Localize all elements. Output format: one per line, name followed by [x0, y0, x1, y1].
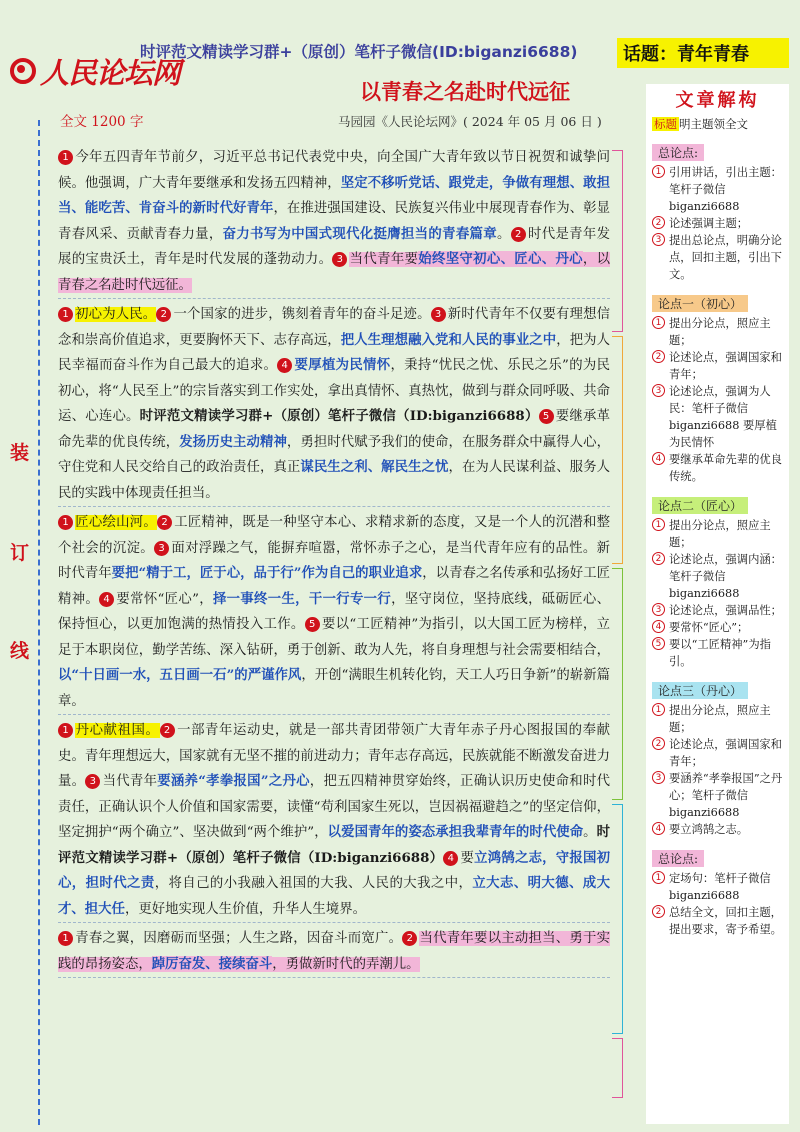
sidebar-section-heading: 论点一（初心） [652, 295, 748, 312]
text: 要 [460, 850, 475, 866]
key-phrase: 要涵养“孝拳报国”之丹心 [157, 773, 310, 789]
article-title: 以青春之名赴时代远征 [360, 80, 570, 104]
point-number: 5 [305, 617, 320, 632]
sub-heading: 匠心绘山河。 [75, 515, 157, 530]
paragraph-point-1 [58, 302, 610, 507]
paragraph-intro [58, 145, 610, 299]
sidebar-item [652, 232, 785, 283]
item-number: 1 [652, 165, 665, 178]
sidebar-section [652, 680, 785, 838]
topic-badge: 话题：青年青春 [617, 38, 789, 68]
paragraph-point-3 [58, 718, 610, 923]
sidebar-item [652, 904, 785, 938]
sidebar-item-text: 论述论点，强调内涵：笔杆子微信 biganzi6688 [669, 553, 782, 600]
section-bracket [612, 804, 623, 1034]
structure-sidebar [646, 84, 789, 1124]
sidebar-item [652, 215, 785, 232]
text: ，勇做新时代的弄潮儿。 [272, 956, 420, 972]
byline: 马园园《人民论坛网》( 2024 年 05 月 06 日 ) [338, 114, 602, 129]
key-phrase: 以“十日画一水，五日画一石”的严谨作风 [58, 667, 302, 683]
item-number: 2 [652, 350, 665, 363]
paragraph-conclusion [58, 926, 610, 978]
sidebar-item-text: 引用讲话，引出主题：笔杆子微信 biganzi6688 [669, 166, 782, 213]
article-body [58, 145, 610, 981]
text: 工匠精神，既是一种坚守本心、求精求新的态度，又是一个人的沉潜和整个社会的沉淀。 [58, 515, 611, 556]
text: 要以“工匠精神”为指引，以大国工匠为榜样，立足于本职岗位，勤学苦练、深入钻研，勇于创新、敢为人先，将自身理想与社会需要相结合， [58, 617, 610, 658]
text: 一个国家的进步，镌刻着青年的奋斗足迹。 [173, 307, 431, 322]
point-number: 2 [156, 307, 171, 322]
point-number: 4 [443, 851, 458, 866]
item-number: 4 [652, 452, 665, 465]
text: ，把为人民幸福而奋斗作为自己最大的追求。 [58, 332, 611, 373]
sidebar-section-heading: 论点二（匠心） [652, 497, 748, 514]
sidebar-section [652, 848, 785, 938]
section-bracket [612, 336, 623, 564]
sidebar-item [652, 164, 785, 215]
point-number: 1 [58, 931, 73, 946]
section-bracket [612, 150, 623, 332]
point-number: 4 [99, 592, 114, 607]
section-bracket [612, 1038, 623, 1098]
logo-mark-icon [10, 58, 36, 84]
text: ，更好地实现人生价值，升华人生境界。 [124, 901, 366, 917]
logo-text: 人民论坛网 [40, 55, 181, 90]
sidebar-section-heading: 总论点: [652, 850, 704, 867]
item-number: 1 [652, 518, 665, 531]
point-number: 2 [511, 227, 526, 242]
key-phrase: 奋力书写为中国式现代化挺膺担当的青春篇章 [222, 225, 497, 242]
sidebar-item [652, 619, 785, 636]
sidebar-item-text: 提出分论点，照应主题； [669, 704, 771, 734]
title-tag: 标题 [654, 117, 677, 131]
item-number: 2 [652, 905, 665, 918]
item-number: 1 [652, 703, 665, 716]
item-number: 1 [652, 871, 665, 884]
text: 当代青年要 [349, 252, 419, 267]
text: ，以青春之名传承和弘扬好工匠精神。 [58, 566, 611, 607]
section-bracket [612, 568, 623, 800]
point-number: 1 [58, 150, 73, 165]
sidebar-section-heading: 论点三（丹心） [652, 682, 748, 699]
sidebar-section [652, 293, 785, 485]
item-number: 3 [652, 603, 665, 616]
text: ，以青春之名赴时代远征。 [58, 252, 611, 293]
sidebar-item-text: 论述论点，强调国家和青年； [669, 351, 782, 381]
text: 青春之翼，因磨砺而坚强；人生之路，因奋斗而宽广。 [75, 931, 403, 946]
key-phrase: 立大志、明大德、成大才、担大任 [58, 875, 611, 917]
sidebar-item [652, 702, 785, 736]
sidebar-item-text: 定场句：笔杆子微信 biganzi6688 [669, 872, 771, 902]
item-number: 5 [652, 637, 665, 650]
title-tag-text: 明主题领全文 [679, 117, 748, 131]
sidebar-item-text: 要常怀“匠心”； [669, 621, 749, 634]
paragraph-point-2 [58, 510, 610, 715]
group-line: 时评范文精读学习群+（原创）笔杆子微信(ID:biganzi6688) [140, 43, 578, 61]
key-phrase: 谋民生之利、解民生之忧 [300, 459, 449, 475]
key-phrase: 始终坚守初心、匠心、丹心 [418, 251, 583, 267]
key-phrase: 发扬历史主动精神 [179, 433, 287, 450]
point-number: 4 [277, 358, 292, 373]
text: ，在推进强国建设、民族复兴伟业中展现青春作为、彰显青春风采、贡献青春力量， [58, 201, 611, 242]
text: ，把五四精神贯穿始终，正确认识历史使命和时代责任，正确认识个人价值和国家需要，读懂“苟利国家生死以，岂因祸福避趋之”的坚定信仰，坚定拥护“两个确立”、坚决做到“两个维护”， [58, 774, 611, 840]
text: 今年五四青年节前夕，习近平总书记代表党中央，向全国广大青年致以节日祝贺和诚挚问候。他强调，广大青年要继承和发扬五四精神， [58, 150, 610, 191]
point-number: 2 [157, 515, 172, 530]
sidebar-item-text: 总结全文，回扣主题，提出要求，寄予希望。 [669, 906, 782, 936]
text: 新时代青年不仅要有理想信念和崇高价值追求，更要胸怀天下、志存高远， [58, 307, 611, 348]
key-phrase: 要厚植为民情怀 [294, 357, 391, 373]
text: 当代青年要以主动担当、勇于实践的昂扬姿态， [58, 931, 611, 972]
text: ，勇担时代赋予我们的使命，在服务群众中赢得人心，守住党和人民交给自己的政治责任，真正 [58, 434, 611, 475]
key-phrase: 立鸿鹄之志，守报国初心，担时代之责 [58, 849, 611, 891]
point-number: 3 [431, 307, 446, 322]
word-count: 全文 1200 字 [60, 114, 144, 130]
sidebar-item [652, 517, 785, 551]
sidebar-title: 文章解构 [675, 90, 760, 111]
sidebar-item-text: 提出总论点，明确分论点，回扣主题，引出下文。 [669, 234, 782, 281]
point-number: 1 [58, 515, 73, 530]
sidebar-item-text: 论述论点，强调为人民：笔杆子微信 biganzi6688 要厚植为民情怀 [669, 385, 777, 449]
text: 面对浮躁之气，能摒弃喧嚣，常怀赤子之心，是当代青年应有的品性。新时代青年 [58, 540, 611, 581]
text: 要常怀“匠心”， [116, 591, 213, 607]
sidebar-item [652, 315, 785, 349]
text: 一部青年运动史，就是一部共青团带领广大青年赤子丹心图报国的奉献史。青年理想远大，国家就有无坚不摧的前进动力；青年志存高远，民族就能不断激发奋进力量。 [58, 723, 611, 789]
key-phrase: 以爱国青年的姿态承担我辈青年的时代使命 [327, 824, 584, 840]
point-number: 5 [539, 409, 554, 424]
binding-dashed-line [38, 120, 40, 1125]
sidebar-item-text: 要涵养“孝拳报国”之丹心；笔杆子微信 biganzi6688 [669, 772, 783, 819]
binding-char: 装 [10, 442, 30, 464]
point-number: 2 [160, 723, 175, 738]
sidebar-item-text: 提出分论点，照应主题； [669, 317, 771, 347]
key-phrase: 择一事终一生，干一行专一行 [212, 590, 392, 607]
text: ，坚守岗位，坚持底线，砥砺匠心、保持恒心，以更加饱满的热情投入工作。 [58, 591, 610, 632]
text: 要继承革命先辈的优良传统， [58, 409, 611, 450]
point-number: 2 [402, 931, 417, 946]
sidebar-item [652, 870, 785, 904]
point-number: 3 [332, 252, 347, 267]
sidebar-item [652, 551, 785, 602]
text: 。 [496, 226, 511, 242]
sidebar-item [652, 602, 785, 619]
sidebar-item [652, 636, 785, 670]
sidebar-item [652, 770, 785, 821]
sidebar-item-text: 要立鸿鹄之志。 [669, 823, 749, 836]
item-number: 1 [652, 316, 665, 329]
sidebar-item-text: 要以“工匠精神”为指引。 [669, 638, 771, 668]
sidebar-title-note [652, 116, 783, 132]
text: ，开创“满眼生机转化钧，天工人巧日争新”的崭新篇章。 [58, 668, 610, 709]
sidebar-item [652, 736, 785, 770]
sidebar-item-text: 论述强调主题； [669, 217, 749, 230]
item-number: 2 [652, 737, 665, 750]
item-number: 3 [652, 233, 665, 246]
key-phrase: 坚定不移听党话、跟党走，争做有理想、敢担当、能吃苦、肯奋斗的新时代好青年 [58, 174, 611, 216]
text: ，在为人民谋利益、服务人民的实践中体现责任担当。 [58, 460, 611, 501]
point-number: 3 [85, 774, 100, 789]
sub-heading: 初心为人民。 [75, 307, 157, 322]
text: 。 [583, 825, 597, 840]
text: 当代青年 [102, 774, 158, 789]
text: ，秉持“忧民之忧、乐民之乐”的为民初心，将“人民至上”的宗旨落实到工作实处，拿出真情怀、真热忱，做到与群众同呼吸、共命运、心连心。 [58, 358, 610, 424]
key-phrase: 踔厉奋发、接续奋斗 [151, 955, 273, 972]
binding-char: 订 [10, 542, 30, 564]
item-number: 2 [652, 552, 665, 565]
item-number: 4 [652, 822, 665, 835]
promo-line: 时评范文精读学习群+（原创）笔杆子微信（ID:biganzi6688） [139, 408, 539, 424]
sidebar-item [652, 821, 785, 838]
item-number: 4 [652, 620, 665, 633]
sidebar-item-text: 提出分论点，照应主题； [669, 519, 771, 549]
item-number: 3 [652, 771, 665, 784]
sidebar-section-heading: 总论点: [652, 144, 704, 161]
sidebar-item-text: 要继承革命先辈的优良传统。 [669, 453, 782, 483]
sidebar-item [652, 349, 785, 383]
sidebar-item-text: 论述论点，强调品性； [669, 604, 782, 617]
promo-line: 时评范文精读学习群+（原创）笔杆子微信（ID:biganzi6688） [58, 824, 611, 866]
sub-heading: 丹心献祖国。 [75, 723, 160, 738]
sidebar-item [652, 451, 785, 485]
point-number: 1 [58, 307, 73, 322]
key-phrase: 把人生理想融入党和人民的事业之中 [340, 331, 557, 348]
sidebar-section [652, 142, 785, 283]
item-number: 2 [652, 216, 665, 229]
binding-char: 线 [10, 640, 30, 662]
point-number: 3 [154, 541, 169, 556]
sidebar-section [652, 495, 785, 670]
sidebar-item-text: 论述论点，强调国家和青年； [669, 738, 782, 768]
point-number: 1 [58, 723, 73, 738]
key-phrase: 要把“精于工，匠于心，品于行”作为自己的职业追求 [111, 565, 423, 581]
item-number: 3 [652, 384, 665, 397]
sidebar-item [652, 383, 785, 451]
text: 时代是青年发展的宝贵沃土，青年是时代发展的蓬勃动力。 [58, 226, 611, 267]
text: ，将自己的小我融入祖国的大我、人民的大我之中， [154, 876, 473, 891]
